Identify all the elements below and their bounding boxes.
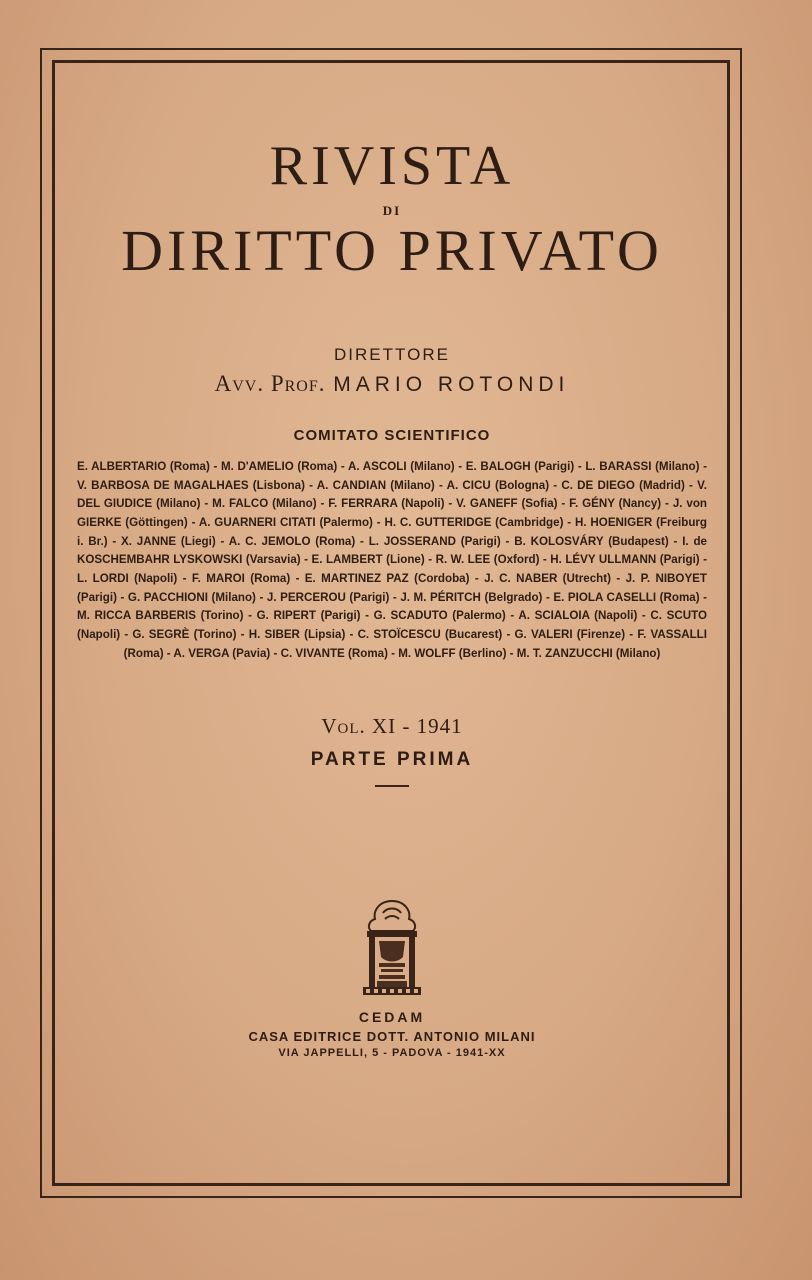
publisher-emblem-icon <box>357 897 427 999</box>
volume-number: XI - 1941 <box>372 713 463 738</box>
volume-line <box>70 714 714 739</box>
publisher-house: CASA EDITRICE DOTT. ANTONIO MILANI <box>248 1028 536 1044</box>
director-line <box>70 371 714 397</box>
committee-label: COMITATO SCIENTIFICO <box>293 426 491 444</box>
divider-rule <box>375 785 409 787</box>
publisher-name: CEDAM <box>358 1008 426 1025</box>
committee-members: E. ALBERTARIO (Roma) - M. D'AMELIO (Roma) - A. ASCOLI (Milano) - E. BALOGH (Parigi) - L. BARASSI (Milano) - V. BARBOSA DE MAGALHAES (Lisbona) - A. CANDIAN (Milano) - A. CICU (Bologna) - C. DE DIEGO (Madrid) - V. DEL GIUDICE (Milano) - M. FALCO (Milano) - F. FERRARA (Napoli) - V. GANEFF (Sofia) - F. GÉNY (Nancy) - J. von GIERKE (Göttingen) - A. GUARNERI CITATI (Palermo) - H. C. GUTTERIDGE (Cambridge) - H. HOENIGER (Freiburg i. Br.) - X. JANNE (Liegi) - A. C. JEMOLO (Roma) - L. JOSSERAND (Parigi) - B. KOLOSVÁRY (Budapest) - I. de KOSCHEMBAHR LYSKOWSKI (Varsavia) - E. LAMBERT (Lione) - R. W. LEE (Oxford) - H. LÉVY ULLMANN (Parigi) - L. LORDI (Napoli) - F. MAROI (Roma) - E. MARTINEZ PAZ (Cordoba) - J. C. NABER (Utrecht) - J. P. NIBOYET (Parigi) - G. PACCHIONI (Milano) - J. PERCEROU (Parigi) - J. M. PÉRITCH (Belgrado) - E. PIOLA CASELLI (Roma) - M. RICCA BARBERIS (Torino) - G. RIPERT (Parigi) - G. SCADUTO (Palermo) - A. SCIALOIA (Napoli) - C. SCUTO (Napoli) - G. SEGRÈ (Torino) - H. SIBER (Lipsia) - C. STOÏCESCU (Bucarest) - G. VALERI (Firenze) - F. VASSALLI (Roma) - A. VERGA (Pavia) - C. VIVANTE (Roma) - M. WOLFF (Berlino) - M. T. ZANZUCCHI (Milano) <box>77 459 707 660</box>
director-title-prefix: Avv. Prof. <box>214 370 326 396</box>
director-name: MARIO ROTONDI <box>333 372 570 396</box>
volume-abbr: Vol. <box>321 713 366 738</box>
page-content <box>70 60 714 1059</box>
part-label: PARTE PRIMA <box>310 748 474 770</box>
journal-title-line2: DIRITTO PRIVATO <box>121 218 663 283</box>
journal-title-line1: RIVISTA <box>269 135 515 197</box>
publisher-address: VIA JAPPELLI, 5 - PADOVA - 1941-XX <box>278 1046 506 1059</box>
director-label: DIRETTORE <box>334 344 450 364</box>
journal-title-connector: DI <box>382 203 402 218</box>
